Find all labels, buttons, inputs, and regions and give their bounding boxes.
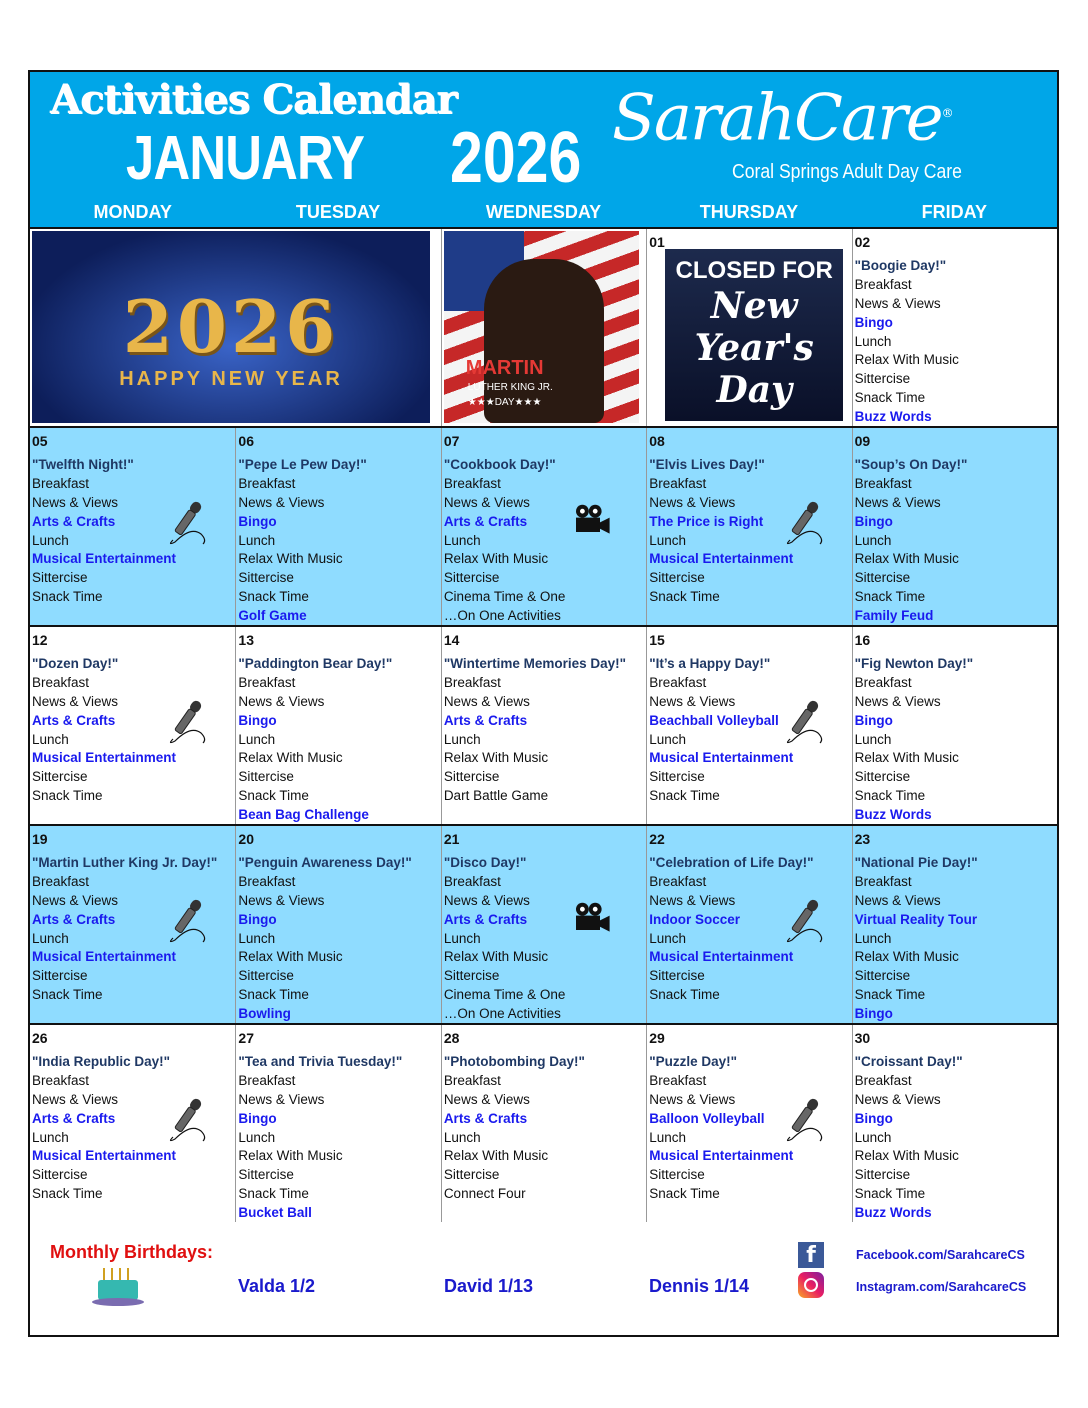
- day-theme: "Wintertime Memories Day!": [443, 655, 627, 671]
- activity-item: Snack Time: [854, 589, 926, 605]
- day-theme: "Photobombing Day!": [443, 1053, 585, 1069]
- day-number: 13: [238, 632, 254, 648]
- featured-activity: Musical Entertainment: [32, 1148, 177, 1164]
- activity-item: News & Views: [854, 494, 941, 510]
- activity-item: Sittercise: [443, 769, 500, 785]
- activity-item: Sittercise: [238, 570, 294, 586]
- calendar-day-cell: [852, 826, 1057, 1023]
- activity-item: Dart Battle Game: [443, 788, 549, 804]
- new-year-big-text: 2026: [122, 284, 340, 369]
- day-number: 08: [649, 433, 665, 449]
- weekday-thursday: THURSDAY: [699, 202, 799, 222]
- day-theme: "Twelfth Night!": [32, 456, 134, 472]
- activity-item: Sittercise: [238, 968, 294, 984]
- activity-item: News & Views: [649, 494, 736, 510]
- activity-item: Lunch: [32, 930, 69, 946]
- activity-item: News & Views: [32, 1091, 119, 1107]
- day-theme: "Penguin Awareness Day!": [238, 854, 412, 870]
- activity-item: Relax With Music: [854, 352, 959, 368]
- day-number: 14: [443, 632, 460, 648]
- week-row-1: [30, 227, 1057, 426]
- weekday-wednesday: WEDNESDAY: [485, 202, 602, 222]
- activity-item: Lunch: [443, 1129, 481, 1145]
- activity-item: Breakfast: [238, 475, 296, 491]
- activity-item: Snack Time: [854, 987, 926, 1003]
- activity-item: Breakfast: [32, 674, 90, 690]
- activity-item: Snack Time: [32, 788, 103, 804]
- microphone-icon: [778, 1093, 826, 1143]
- activity-item: Lunch: [854, 731, 892, 747]
- activity-item: Lunch: [854, 333, 892, 349]
- day-number: 16: [854, 632, 871, 648]
- featured-activity: Bingo: [854, 1110, 893, 1126]
- weekday-friday: FRIDAY: [921, 202, 987, 222]
- activity-item: Breakfast: [854, 873, 912, 889]
- activity-item: Breakfast: [32, 1072, 90, 1088]
- activity-item: News & Views: [649, 693, 736, 709]
- logo-text: SarahCare: [612, 81, 942, 156]
- activity-item: Lunch: [443, 731, 481, 747]
- activity-item: Breakfast: [854, 276, 912, 292]
- activity-item: Breakfast: [649, 873, 707, 889]
- calendar-day-cell: [646, 627, 851, 824]
- featured-activity: Arts & Crafts: [32, 1110, 116, 1126]
- activity-item: Lunch: [854, 930, 892, 946]
- activity-item: Lunch: [443, 930, 481, 946]
- day-theme: "Celebration of Life Day!": [649, 854, 814, 870]
- calendar-day-cell: [235, 826, 440, 1023]
- instagram-icon: [798, 1272, 824, 1298]
- closed-line-1: CLOSED FOR: [675, 257, 833, 284]
- facebook-link[interactable]: Facebook.com/SarahcareCS: [856, 1248, 1025, 1262]
- activity-item: Lunch: [649, 532, 687, 548]
- featured-activity: Bingo: [238, 911, 277, 927]
- calendar-day-cell: [852, 428, 1057, 625]
- day-theme: "It’s a Happy Day!": [649, 655, 771, 671]
- year-label: 2026: [450, 118, 582, 198]
- activity-item: Sittercise: [443, 968, 500, 984]
- activity-item: Breakfast: [32, 475, 90, 491]
- day-theme: "National Pie Day!": [854, 854, 978, 870]
- microphone-icon: [778, 695, 826, 745]
- mlk-image: [444, 231, 639, 423]
- featured-activity: Musical Entertainment: [649, 1148, 794, 1164]
- activity-item: …On One Activities: [443, 608, 561, 624]
- day-theme: "India Republic Day!": [32, 1053, 171, 1069]
- featured-activity: Arts & Crafts: [443, 513, 528, 529]
- activity-item: Breakfast: [649, 475, 707, 491]
- activity-item: Sittercise: [854, 1167, 911, 1183]
- activity-item: Lunch: [649, 731, 687, 747]
- day-theme: "Disco Day!": [443, 854, 527, 870]
- microphone-icon: [778, 496, 826, 546]
- activity-item: Lunch: [238, 930, 276, 946]
- day-number: 06: [238, 433, 254, 449]
- day-theme: "Soup’s On Day!": [854, 456, 968, 472]
- day-number: 12: [32, 632, 48, 648]
- closed-line-3: Year's: [694, 327, 814, 369]
- day-number: 01: [649, 234, 665, 250]
- activity-item: News & Views: [238, 892, 325, 908]
- day-number: 23: [854, 831, 871, 847]
- activity-item: …On One Activities: [443, 1006, 561, 1022]
- activity-item: Relax With Music: [443, 750, 549, 766]
- day-number: 28: [443, 1030, 460, 1046]
- activity-item: Breakfast: [443, 873, 501, 889]
- activity-item: News & Views: [32, 892, 119, 908]
- activity-item: Sittercise: [32, 570, 88, 586]
- featured-activity: Bingo: [238, 513, 277, 529]
- activity-item: Lunch: [32, 532, 69, 548]
- calendar-day-cell: [441, 826, 646, 1023]
- day-number: 22: [649, 831, 665, 847]
- featured-activity: Arts & Crafts: [443, 911, 528, 927]
- day-theme: "Puzzle Day!": [649, 1053, 738, 1069]
- activity-item: Relax With Music: [854, 1148, 959, 1164]
- featured-activity: Bowling: [238, 1006, 291, 1022]
- weekday-tuesday: TUESDAY: [295, 202, 381, 222]
- activity-item: Sittercise: [443, 570, 500, 586]
- closed-line-4: Day: [716, 369, 792, 411]
- activity-item: Relax With Music: [854, 750, 959, 766]
- day-number: 21: [443, 831, 460, 847]
- featured-activity: Balloon Volleyball: [649, 1110, 765, 1126]
- mlk-sub: LUTHER KING JR.: [467, 382, 553, 393]
- featured-activity: Musical Entertainment: [32, 750, 177, 766]
- weekday-monday: MONDAY: [93, 202, 172, 222]
- activity-item: Sittercise: [32, 1167, 88, 1183]
- new-year-caption: HAPPY NEW YEAR: [119, 368, 343, 390]
- calendar-day-cell: [441, 1025, 646, 1222]
- featured-activity: Bingo: [854, 712, 893, 728]
- calendar-day-cell: [235, 627, 440, 824]
- activity-item: Breakfast: [649, 674, 707, 690]
- birthday-entry: Dennis 1/14: [649, 1276, 750, 1296]
- activity-item: Breakfast: [238, 674, 296, 690]
- activity-item: Sittercise: [32, 968, 88, 984]
- activity-item: Sittercise: [649, 570, 705, 586]
- day-number: 26: [32, 1030, 48, 1046]
- calendar-day-cell: [30, 428, 235, 625]
- activity-item: News & Views: [238, 693, 325, 709]
- activity-item: Snack Time: [649, 987, 720, 1003]
- activity-item: Relax With Music: [238, 1148, 343, 1164]
- featured-activity: Arts & Crafts: [32, 911, 116, 927]
- closed-new-years-image: [665, 249, 843, 421]
- calendar-title: Activities Calendar: [50, 76, 457, 123]
- activity-item: News & Views: [649, 892, 736, 908]
- activity-item: News & Views: [854, 892, 941, 908]
- day-number: 30: [854, 1030, 871, 1046]
- activity-item: Sittercise: [649, 968, 705, 984]
- week-row-5: [30, 1023, 1057, 1222]
- activity-item: Sittercise: [854, 371, 911, 387]
- featured-activity: Bucket Ball: [238, 1205, 312, 1221]
- activity-item: Sittercise: [854, 968, 911, 984]
- featured-activity: Musical Entertainment: [649, 551, 794, 567]
- activity-item: Sittercise: [238, 769, 294, 785]
- featured-activity: Family Feud: [854, 608, 934, 624]
- featured-activity: Musical Entertainment: [32, 551, 177, 567]
- activity-item: News & Views: [443, 1091, 530, 1107]
- featured-activity: Buzz Words: [854, 1205, 932, 1221]
- activity-item: Breakfast: [443, 1072, 501, 1088]
- activity-item: Relax With Music: [443, 1148, 549, 1164]
- birthday-entry: Valda 1/2: [238, 1276, 316, 1296]
- logo-subtitle: Coral Springs Adult Day Care: [732, 161, 962, 183]
- microphone-icon: [778, 894, 826, 944]
- calendar-frame: [28, 70, 1059, 1337]
- sarahcare-logo: [612, 80, 952, 156]
- featured-activity: Bingo: [854, 1006, 893, 1022]
- day-number: 07: [443, 433, 460, 449]
- day-theme: "Pepe Le Pew Day!": [238, 456, 367, 472]
- activity-item: News & Views: [443, 494, 530, 510]
- featured-activity: Virtual Reality Tour: [854, 911, 978, 927]
- activity-item: Breakfast: [238, 1072, 296, 1088]
- activity-item: Breakfast: [854, 1072, 912, 1088]
- featured-activity: Arts & Crafts: [443, 712, 528, 728]
- calendar-day-cell: [646, 826, 851, 1023]
- calendar-day-cell: [852, 627, 1057, 824]
- day-number: 05: [32, 433, 48, 449]
- activity-item: Snack Time: [649, 788, 720, 804]
- new-year-cell: [30, 229, 441, 426]
- activity-item: Sittercise: [649, 1167, 705, 1183]
- movie-camera-icon: [572, 500, 620, 550]
- featured-activity: The Price is Right: [649, 513, 764, 529]
- activity-item: Snack Time: [854, 390, 926, 406]
- featured-activity: Musical Entertainment: [649, 750, 794, 766]
- microphone-icon: [161, 894, 209, 944]
- calendar-day-cell: [646, 229, 851, 426]
- activity-item: Snack Time: [854, 1186, 926, 1202]
- activity-item: Relax With Music: [854, 551, 959, 567]
- activity-item: Lunch: [238, 1129, 276, 1145]
- featured-activity: Musical Entertainment: [32, 949, 177, 965]
- happy-new-year-image: [32, 231, 430, 423]
- activity-item: Connect Four: [443, 1186, 526, 1202]
- activity-item: Lunch: [649, 1129, 687, 1145]
- activity-item: Lunch: [32, 731, 69, 747]
- activity-item: Sittercise: [443, 1167, 500, 1183]
- movie-camera-icon: [572, 898, 620, 948]
- day-theme: "Dozen Day!": [32, 655, 119, 671]
- registered-mark: ®: [941, 106, 952, 120]
- footer: [30, 1224, 1057, 1336]
- birthdays-label: Monthly Birthdays:: [50, 1242, 214, 1262]
- calendar-day-cell: [646, 428, 851, 625]
- featured-activity: Bingo: [238, 1110, 277, 1126]
- featured-activity: Bean Bag Challenge: [238, 807, 369, 823]
- day-theme: "Cookbook Day!": [443, 456, 556, 472]
- calendar-day-cell: [235, 428, 440, 625]
- activity-item: Lunch: [854, 532, 892, 548]
- day-number: 19: [32, 831, 48, 847]
- activity-item: Snack Time: [32, 589, 103, 605]
- calendar-day-cell: [30, 1025, 235, 1222]
- day-theme: "Tea and Trivia Tuesday!": [238, 1053, 403, 1069]
- featured-activity: Buzz Words: [854, 409, 932, 425]
- activity-item: Snack Time: [649, 589, 720, 605]
- activity-item: Lunch: [238, 532, 276, 548]
- activity-item: Cinema Time & One: [443, 589, 566, 605]
- activity-item: Snack Time: [238, 589, 309, 605]
- day-theme: "Paddington Bear Day!": [238, 655, 393, 671]
- activity-item: News & Views: [649, 1091, 736, 1107]
- calendar-day-cell: [646, 1025, 851, 1222]
- activity-item: Breakfast: [649, 1072, 707, 1088]
- activity-item: Breakfast: [854, 674, 912, 690]
- activity-item: Snack Time: [32, 987, 103, 1003]
- day-theme: "Elvis Lives Day!": [649, 456, 765, 472]
- activity-item: Breakfast: [854, 475, 912, 491]
- day-number: 02: [854, 234, 871, 250]
- facebook-icon: f: [798, 1242, 824, 1268]
- activity-item: News & Views: [32, 693, 119, 709]
- calendar-day-cell: [852, 1025, 1057, 1222]
- calendar-header: [30, 72, 1057, 227]
- closed-line-2: New: [710, 285, 798, 327]
- activity-item: News & Views: [32, 494, 119, 510]
- microphone-icon: [161, 695, 209, 745]
- microphone-icon: [161, 1093, 209, 1143]
- activity-item: Lunch: [854, 1129, 892, 1145]
- activity-item: Sittercise: [854, 769, 911, 785]
- calendar-day-cell: [852, 229, 1057, 426]
- day-number: 15: [649, 632, 665, 648]
- activity-item: Relax With Music: [443, 551, 549, 567]
- activity-item: Breakfast: [32, 873, 90, 889]
- week-row-2: [30, 426, 1057, 625]
- day-theme: "Boogie Day!": [854, 257, 947, 273]
- activity-item: Snack Time: [649, 1186, 720, 1202]
- activity-item: Snack Time: [238, 788, 309, 804]
- activity-item: Relax With Music: [854, 949, 959, 965]
- calendar-day-cell: [441, 627, 646, 824]
- activity-item: News & Views: [238, 1091, 325, 1107]
- activity-item: News & Views: [443, 693, 530, 709]
- activity-item: Cinema Time & One: [443, 987, 566, 1003]
- calendar-day-cell: [30, 826, 235, 1023]
- featured-activity: Arts & Crafts: [443, 1110, 528, 1126]
- activity-item: Sittercise: [238, 1167, 294, 1183]
- featured-activity: Bingo: [238, 712, 277, 728]
- activity-item: Breakfast: [443, 674, 501, 690]
- activity-item: Snack Time: [854, 788, 926, 804]
- mlk-day: ★★★DAY★★★: [467, 397, 542, 408]
- birthday-cake-icon: [90, 1266, 146, 1306]
- activity-item: Relax With Music: [238, 551, 343, 567]
- activity-item: Sittercise: [32, 769, 88, 785]
- activity-item: Lunch: [649, 930, 687, 946]
- mlk-cell: [441, 229, 646, 426]
- activity-item: Lunch: [238, 731, 276, 747]
- featured-activity: Indoor Soccer: [649, 911, 740, 927]
- day-number: 27: [238, 1030, 254, 1046]
- day-theme: "Fig Newton Day!": [854, 655, 974, 671]
- activity-item: Lunch: [32, 1129, 69, 1145]
- activity-item: Sittercise: [649, 769, 705, 785]
- week-row-3: [30, 625, 1057, 824]
- instagram-link[interactable]: Instagram.com/SarahcareCS: [856, 1280, 1027, 1294]
- activity-item: Relax With Music: [238, 949, 343, 965]
- activity-item: Relax With Music: [238, 750, 343, 766]
- activity-item: News & Views: [854, 1091, 941, 1107]
- featured-activity: Arts & Crafts: [32, 513, 116, 529]
- activity-item: Relax With Music: [443, 949, 549, 965]
- calendar-day-cell: [30, 627, 235, 824]
- mlk-name: MARTIN: [465, 357, 544, 379]
- activity-item: News & Views: [854, 295, 941, 311]
- activity-item: Lunch: [443, 532, 481, 548]
- activity-item: Breakfast: [443, 475, 501, 491]
- activity-item: News & Views: [443, 892, 530, 908]
- activity-item: Snack Time: [32, 1186, 103, 1202]
- calendar-day-cell: [235, 1025, 440, 1222]
- day-number: 20: [238, 831, 254, 847]
- weekday-header: [30, 202, 1057, 223]
- microphone-icon: [161, 496, 209, 546]
- activity-item: Snack Time: [238, 987, 309, 1003]
- featured-activity: Golf Game: [238, 608, 307, 624]
- day-theme: "Croissant Day!": [854, 1053, 963, 1069]
- activity-item: Sittercise: [854, 570, 911, 586]
- calendar-day-cell: [441, 428, 646, 625]
- day-number: 29: [649, 1030, 665, 1046]
- featured-activity: Musical Entertainment: [649, 949, 794, 965]
- day-theme: "Martin Luther King Jr. Day!": [32, 854, 218, 870]
- day-number: 09: [854, 433, 871, 449]
- activity-item: News & Views: [854, 693, 941, 709]
- featured-activity: Beachball Volleyball: [649, 712, 779, 728]
- birthday-entry: David 1/13: [444, 1276, 534, 1296]
- activity-item: Breakfast: [238, 873, 296, 889]
- activity-item: News & Views: [238, 494, 325, 510]
- activity-item: Snack Time: [238, 1186, 309, 1202]
- featured-activity: Bingo: [854, 314, 893, 330]
- month-label: JANUARY: [126, 124, 365, 193]
- week-row-4: [30, 824, 1057, 1023]
- featured-activity: Arts & Crafts: [32, 712, 116, 728]
- featured-activity: Buzz Words: [854, 807, 932, 823]
- featured-activity: Bingo: [854, 513, 893, 529]
